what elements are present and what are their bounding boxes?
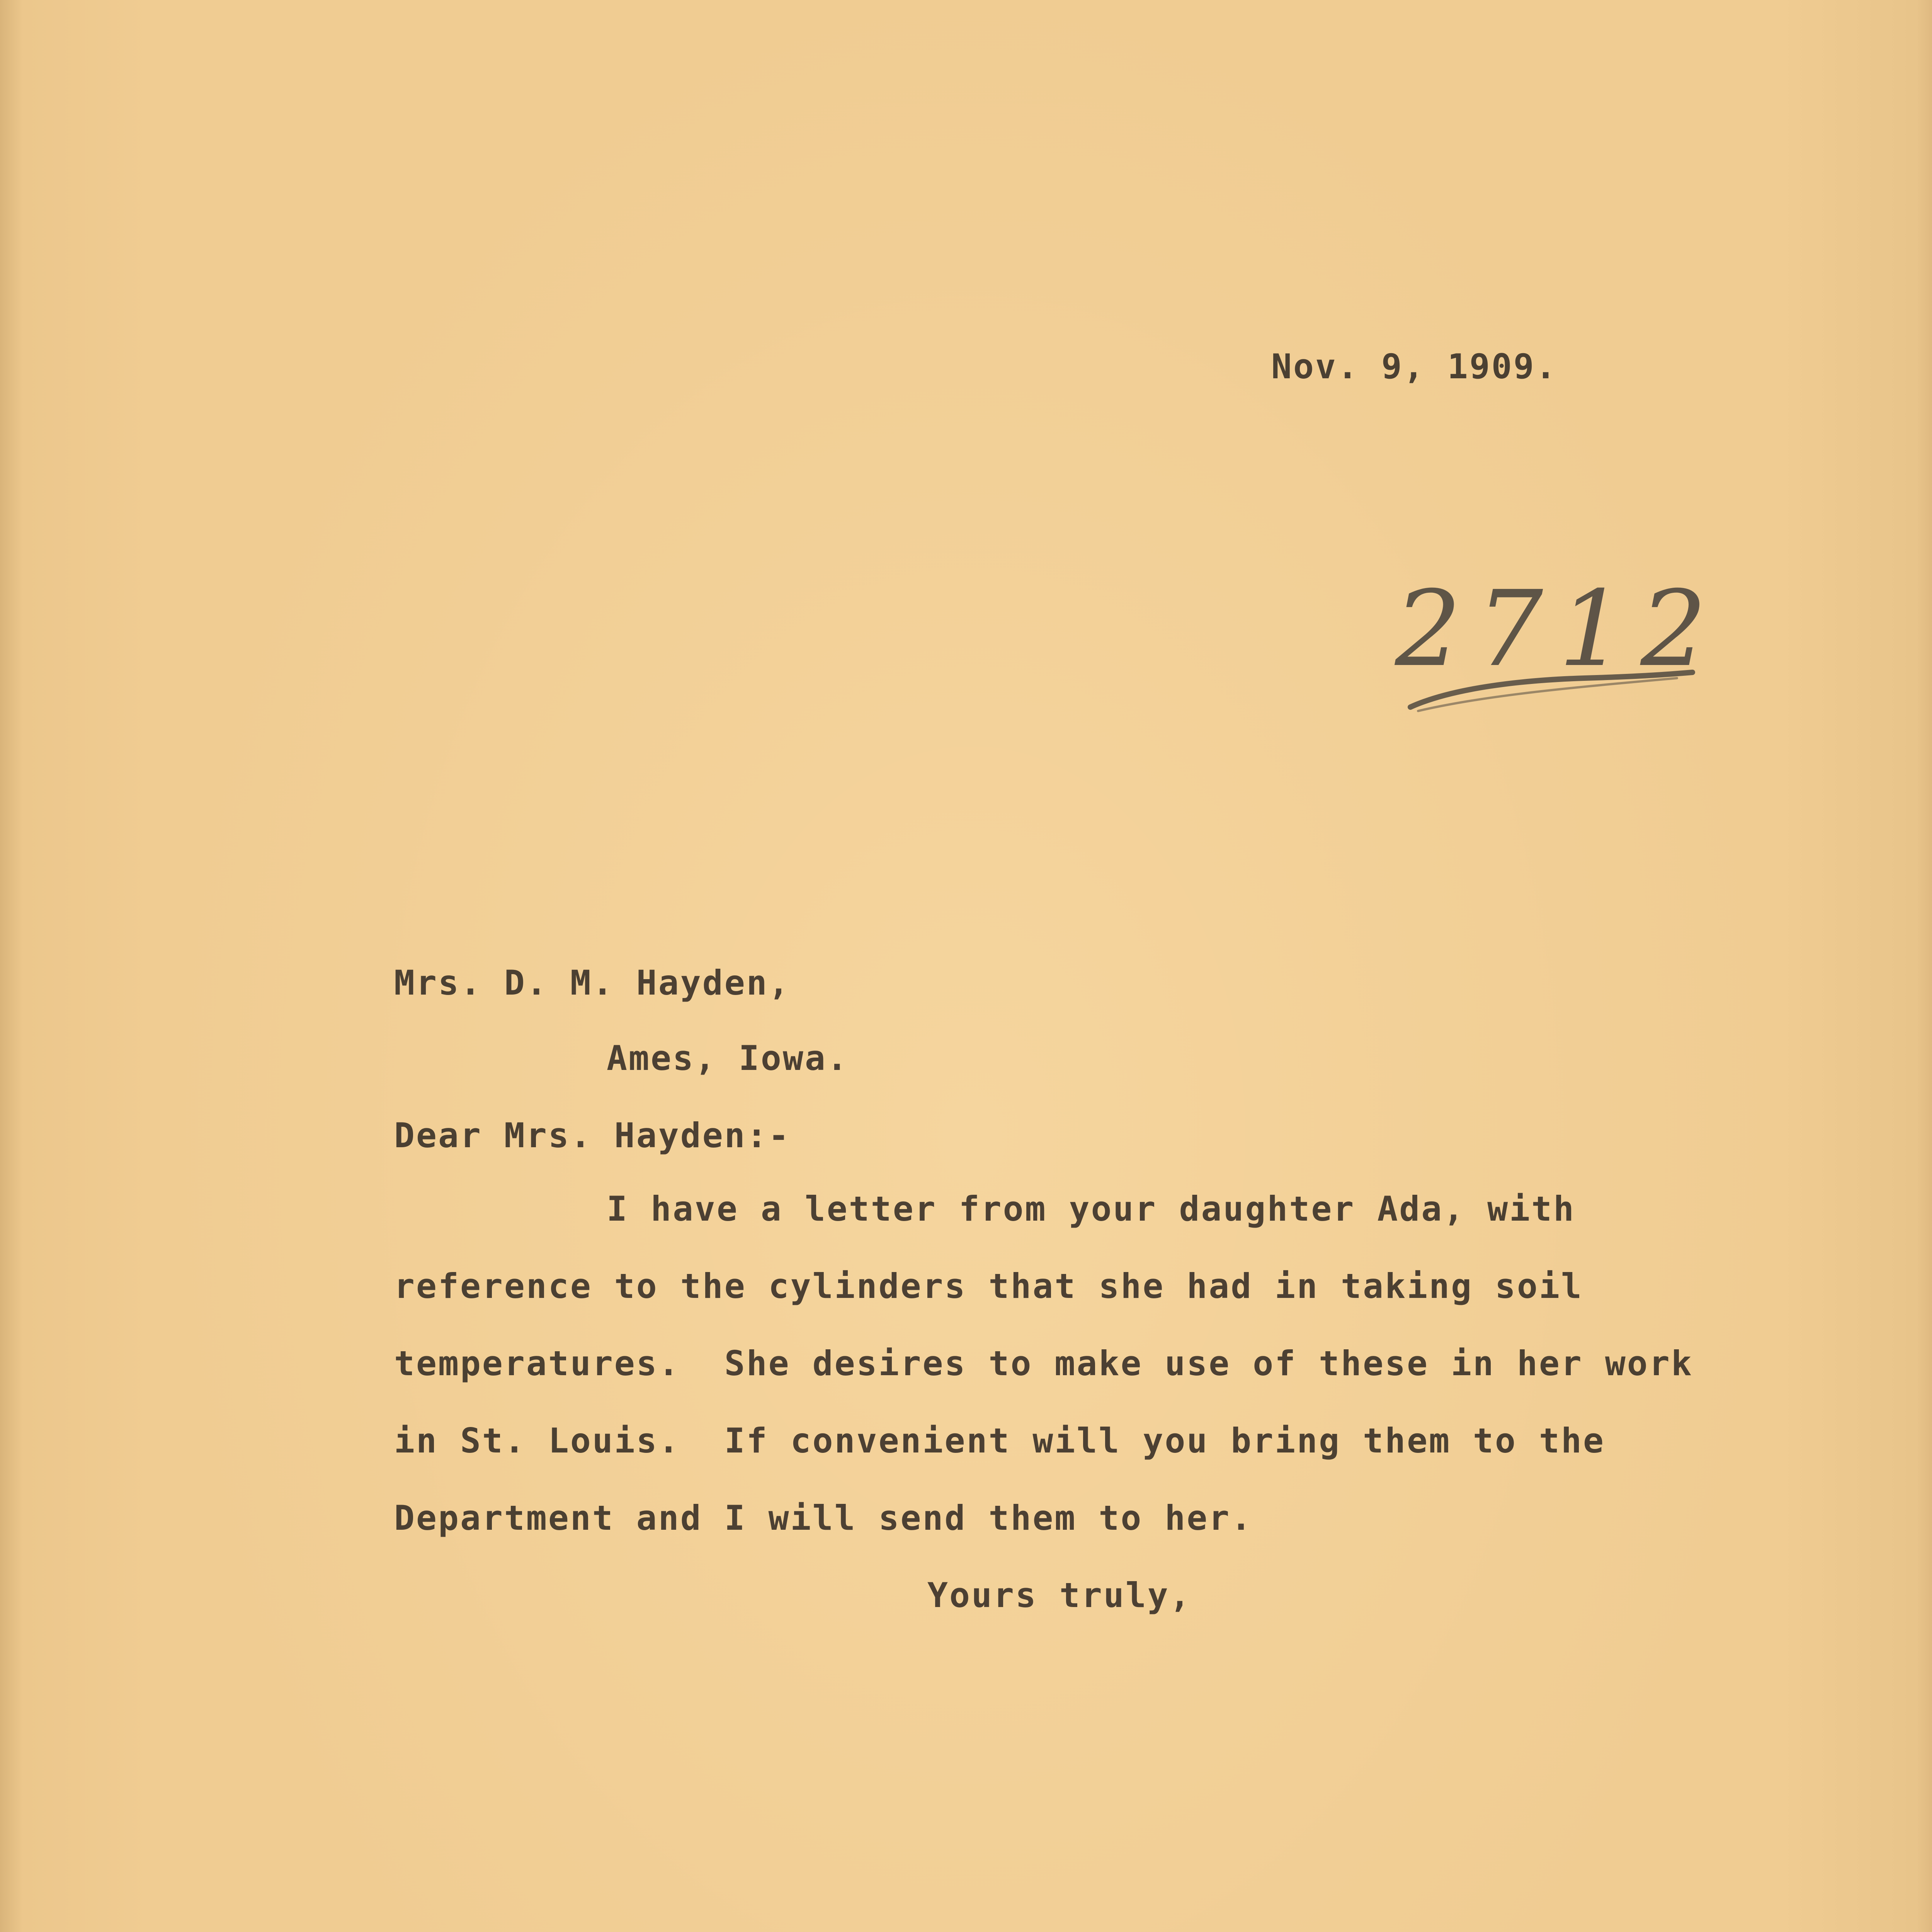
handwritten-file-number: 2712: [1395, 568, 1723, 690]
handwritten-underline: [1406, 657, 1696, 715]
body-line: reference to the cylinders that she had in taking soil: [394, 1266, 1583, 1306]
body-line: temperatures. She desires to make use of these in her work: [394, 1344, 1693, 1383]
letter-date: Nov. 9, 1909.: [1271, 347, 1558, 386]
closing: Yours truly,: [927, 1575, 1192, 1615]
body-line: I have a letter from your daughter Ada, with: [607, 1189, 1576, 1229]
body-line: in St. Louis. If convenient will you bring them to the: [394, 1421, 1605, 1461]
body-line: Department and I will send them to her.: [394, 1498, 1253, 1538]
recipient-name: Mrs. D. M. Hayden,: [394, 963, 791, 1003]
recipient-city: Ames, Iowa.: [607, 1038, 849, 1078]
salutation: Dear Mrs. Hayden:-: [394, 1116, 791, 1155]
